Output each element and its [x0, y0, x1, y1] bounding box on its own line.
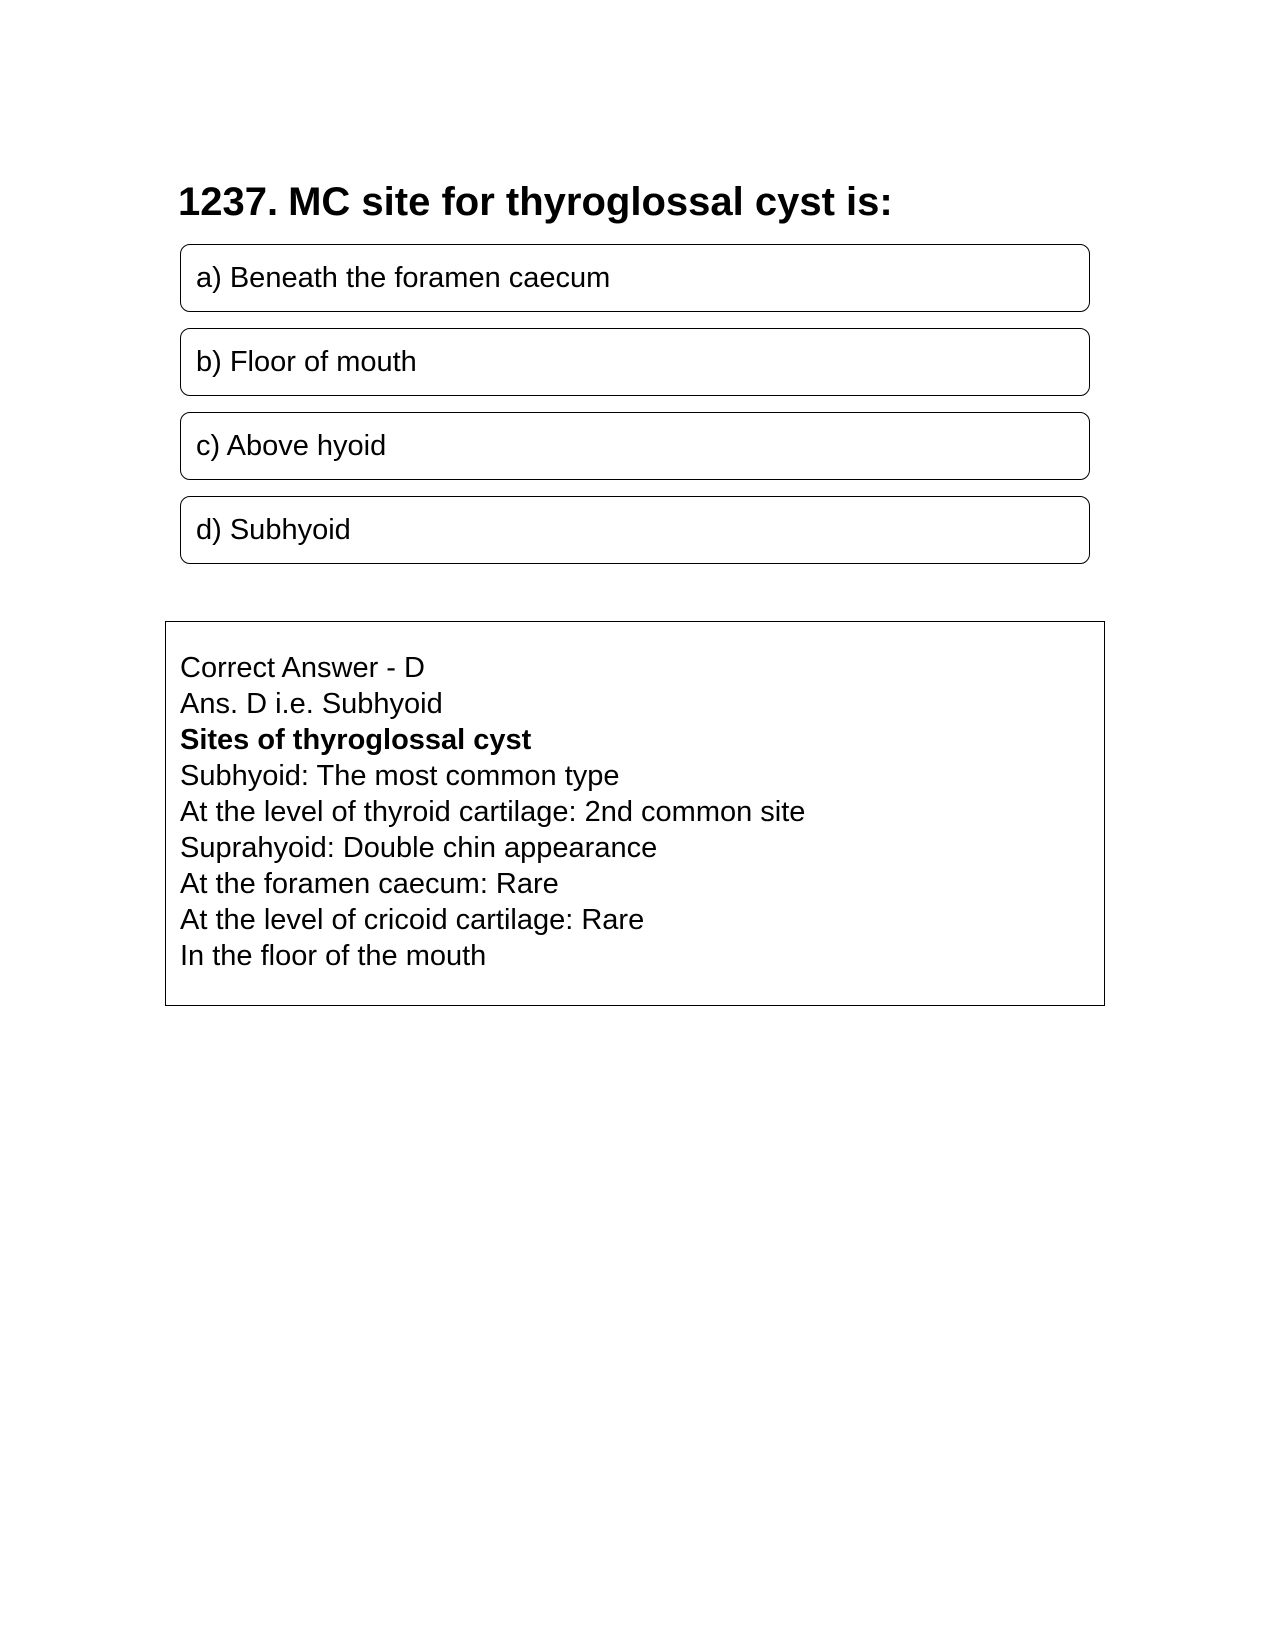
sites-list — [180, 758, 1080, 974]
question-title — [178, 176, 893, 228]
options-list — [180, 244, 1090, 580]
question-text: MC site for thyroglossal cyst is: — [288, 180, 893, 224]
list-item: In the floor of the mouth — [180, 940, 487, 972]
list-item: At the level of cricoid cartilage: Rare — [180, 904, 645, 936]
option-c[interactable]: c) Above hyoid — [180, 412, 1090, 480]
list-item: Suprahyoid: Double chin appearance — [180, 832, 658, 864]
list-item: Subhyoid: The most common type — [180, 760, 620, 792]
list-item: At the level of thyroid cartilage: 2nd common site — [180, 796, 806, 828]
question-number: 1237. — [178, 180, 279, 224]
list-item: At the foramen caecum: Rare — [180, 868, 559, 900]
answer-heading: Sites of thyroglossal cyst — [180, 724, 532, 756]
option-a[interactable]: a) Beneath the foramen caecum — [180, 244, 1090, 312]
answer-content — [180, 650, 1080, 974]
correct-answer: Correct Answer - D — [180, 652, 425, 684]
option-d[interactable]: d) Subhyoid — [180, 496, 1090, 564]
answer-explanation: Ans. D i.e. Subhyoid — [180, 688, 443, 720]
option-b[interactable]: b) Floor of mouth — [180, 328, 1090, 396]
